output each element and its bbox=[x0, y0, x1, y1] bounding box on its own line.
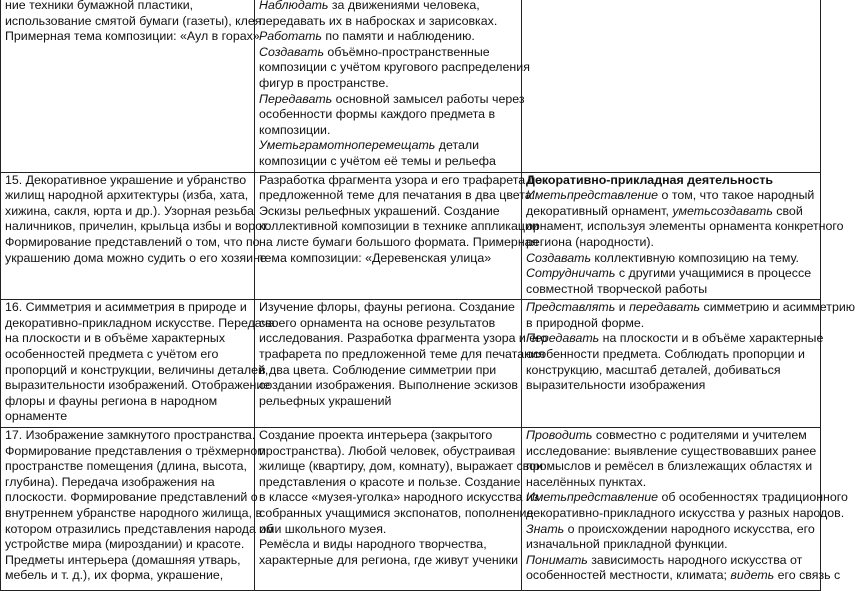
text-segment: декоративно-прикладного искусства у разных народов. bbox=[526, 506, 845, 520]
text-line bbox=[259, 428, 517, 444]
text-segment: Ремёсла и виды народного творчества, bbox=[259, 537, 487, 552]
text-segment: зависимость народного искусства от bbox=[587, 552, 803, 567]
text-line: пространстве помещения (длина, высота, bbox=[5, 459, 247, 474]
text-line: устройстве мира (мироздании) и красоте. bbox=[5, 537, 245, 552]
text-line bbox=[526, 266, 816, 282]
text-line bbox=[526, 378, 816, 394]
text-segment: в два цвета. Соблюдение симметрии при bbox=[259, 362, 497, 377]
text-line bbox=[526, 347, 816, 363]
text-segment: представления о красоте и пользе. Создание bbox=[259, 474, 521, 489]
text-line bbox=[259, 234, 539, 251]
italic-verb: Представлять bbox=[526, 300, 616, 315]
text-segment: с другими учащимися в процессе bbox=[615, 266, 812, 281]
text-line bbox=[526, 537, 816, 553]
table-row bbox=[1, 0, 821, 172]
text-segment: симметрию и асимметрию bbox=[700, 300, 855, 315]
text-line bbox=[526, 300, 855, 316]
text-segment: особенности предмета. Соблюдать пропорции и bbox=[526, 347, 805, 362]
text-segment: композиции с учётом её темы и рельефа bbox=[259, 153, 496, 168]
text-line bbox=[526, 188, 816, 204]
text-segment: коллективной композиции в технике аппликации bbox=[259, 219, 539, 234]
text-line: плоскости. Формирование представлений о bbox=[5, 490, 258, 505]
italic-verb: Передавать bbox=[526, 331, 600, 346]
text-line: декоративно-прикладном искусстве. Передача bbox=[5, 315, 275, 330]
text-segment: создании изображения. Выполнение эскизов bbox=[259, 378, 518, 393]
text-segment: декоративный орнамент, bbox=[526, 203, 673, 218]
text-line bbox=[526, 444, 816, 460]
text-segment: рельефных украшений bbox=[259, 393, 392, 408]
text-segment: композиции с учётом кругового распределения bbox=[259, 60, 530, 75]
text-line: Формирование представлений о том, что по bbox=[5, 234, 260, 249]
table-row bbox=[1, 428, 821, 591]
text-line bbox=[259, 378, 517, 394]
text-line: котором отразились представления народа об bbox=[5, 521, 274, 536]
text-line: хижина, сакля, юрта и др.). Узорная резьба bbox=[5, 203, 254, 218]
text-line bbox=[259, 537, 517, 553]
text-segment: жилище (квартиру, дом, комнату), выражает свои bbox=[259, 459, 543, 474]
text-line: наличников, причелин, крыльца избы и ворот. bbox=[5, 219, 270, 234]
text-line: ние техники бумажной пластики, bbox=[5, 0, 194, 12]
italic-verb: передавать bbox=[629, 300, 701, 315]
text-line bbox=[259, 107, 517, 123]
text-segment: свой bbox=[772, 203, 803, 218]
text-line bbox=[526, 459, 816, 475]
text-line bbox=[259, 300, 517, 316]
text-segment: совместно с родителями и учителем bbox=[592, 428, 807, 443]
text-segment: объёмно-пространственные bbox=[323, 44, 490, 59]
text-line bbox=[259, 138, 517, 154]
text-line: Примерная тема композиции: «Аул в горах» bbox=[5, 29, 260, 44]
text-line: 17. Изображение замкнутого пространства. bbox=[5, 428, 256, 443]
text-segment: тема композиции: «Деревенская улица» bbox=[259, 250, 492, 265]
text-line bbox=[259, 553, 517, 569]
text-segment: композиции. bbox=[259, 122, 331, 137]
text-line bbox=[526, 235, 816, 251]
text-line bbox=[526, 282, 816, 298]
text-line bbox=[259, 172, 543, 189]
text-line: Формирование представления о трёхмерном bbox=[5, 443, 266, 458]
text-segment: Создание проекта интерьера (закрытого bbox=[259, 428, 493, 443]
text-line bbox=[259, 474, 521, 491]
text-line bbox=[526, 490, 848, 506]
text-line bbox=[526, 251, 816, 267]
text-line bbox=[526, 331, 824, 347]
text-segment: совместной творческой работы bbox=[526, 281, 708, 296]
text-line: использование смятой бумаги (газеты), клея. bbox=[5, 13, 265, 28]
text-line: пропорций и конструкции, величины деталей, bbox=[5, 362, 269, 377]
text-segment: передавать их в набросках и зарисовках. bbox=[259, 13, 498, 28]
text-segment: промыслов и ремёсел в близлежащих областях и bbox=[526, 459, 813, 474]
activity-cell bbox=[255, 0, 530, 172]
italic-verb: Иметьпредставление bbox=[526, 490, 659, 505]
text-segment: характерные для региона, где живут ученики bbox=[259, 552, 519, 567]
text-segment: на плоскости и в объёме характерные bbox=[599, 331, 824, 346]
italic-verb: Понимать bbox=[526, 552, 588, 567]
text-line bbox=[259, 91, 525, 108]
italic-verb: Уметьграмотноперемещать bbox=[259, 138, 436, 153]
text-segment: выразительности изображения bbox=[526, 378, 706, 393]
text-segment: в природной форме. bbox=[526, 315, 645, 330]
text-segment: орнамент, используя элементы орнамента конкретного bbox=[526, 219, 844, 234]
italic-verb: Знать bbox=[526, 521, 565, 536]
text-line bbox=[526, 506, 845, 522]
topic-cell bbox=[1, 0, 265, 172]
text-line bbox=[259, 29, 517, 45]
skills-cell bbox=[522, 300, 855, 428]
text-line bbox=[259, 60, 530, 76]
text-segment: региона (народности). bbox=[526, 234, 654, 249]
skills-cell bbox=[522, 172, 844, 300]
text-segment: собранных учащимися экспонатов, пополнение bbox=[259, 506, 534, 520]
text-line: Предметы интерьера (домашняя утварь, bbox=[5, 552, 241, 567]
text-line bbox=[259, 123, 517, 139]
text-line bbox=[259, 45, 517, 61]
italic-verb: уметьсоздавать bbox=[672, 203, 773, 218]
text-line: внутреннем убранстве народного жилища, в bbox=[5, 506, 263, 520]
text-line bbox=[259, 363, 517, 379]
text-segment: конструкцию, масштаб деталей, добиваться bbox=[526, 362, 781, 377]
text-line: особенностей предмета с учётом его bbox=[5, 347, 219, 362]
text-line: жилищ народной архитектуры (изба, хата, bbox=[5, 188, 249, 203]
text-segment: об особенностях традиционного bbox=[658, 490, 848, 505]
text-segment: Изучение флоры, фауны региона. Создание bbox=[259, 300, 515, 315]
italic-verb: Создавать bbox=[259, 44, 324, 59]
text-segment: предложенной теме для печатания в два цвета. bbox=[259, 188, 536, 203]
italic-verb: Сотрудничать bbox=[526, 266, 616, 281]
text-line bbox=[259, 251, 517, 267]
text-line bbox=[526, 522, 816, 538]
text-line bbox=[526, 363, 816, 379]
topic-cell bbox=[1, 300, 275, 428]
text-line bbox=[259, 522, 517, 538]
text-segment: трафарета по предложенной теме для печатания bbox=[259, 347, 545, 362]
text-line bbox=[259, 0, 517, 14]
text-line: флоры и фауны региона в народном bbox=[5, 393, 218, 408]
text-segment: и bbox=[615, 300, 630, 315]
text-segment: его связь с bbox=[774, 568, 841, 583]
text-segment: своего орнамента на основе результатов bbox=[259, 315, 496, 330]
text-line bbox=[259, 76, 517, 92]
activity-cell bbox=[255, 172, 543, 300]
text-segment: исследование: выявление существовавших ранее bbox=[526, 443, 817, 458]
italic-verb: Проводить bbox=[526, 428, 593, 443]
text-segment: изначальной прикладной функции. bbox=[526, 537, 728, 552]
text-segment: основной замысел работы через bbox=[332, 91, 525, 106]
text-line bbox=[526, 204, 816, 220]
text-line bbox=[526, 173, 816, 189]
italic-verb: видеть bbox=[730, 568, 775, 583]
italic-verb: Работать bbox=[259, 29, 322, 44]
text-line bbox=[259, 444, 517, 460]
text-line bbox=[526, 316, 816, 332]
activity-cell bbox=[255, 300, 548, 428]
text-line bbox=[526, 475, 816, 491]
text-line: глубина). Передача изображения на bbox=[5, 474, 215, 489]
text-line: 16. Симметрия и асимметрия в природе и bbox=[5, 300, 247, 315]
text-segment: по памяти и наблюдению. bbox=[321, 29, 475, 44]
text-line bbox=[526, 568, 841, 584]
text-segment: исследования. Разработка фрагмента узора и его bbox=[259, 331, 548, 346]
text-line: 15. Декоративное украшение и убранство bbox=[5, 172, 247, 187]
text-segment: в классе «музея-уголка» народного искусства из bbox=[259, 490, 539, 505]
text-line bbox=[259, 394, 517, 410]
italic-verb: Передавать bbox=[259, 91, 333, 106]
topic-cell bbox=[1, 172, 270, 300]
table-row bbox=[1, 172, 821, 300]
text-segment: ими школьного музея. bbox=[259, 521, 387, 536]
text-line bbox=[259, 347, 545, 363]
text-line bbox=[259, 490, 539, 506]
text-line bbox=[259, 154, 517, 170]
text-line bbox=[259, 316, 517, 332]
text-line bbox=[526, 219, 844, 235]
text-line bbox=[259, 331, 548, 347]
text-line bbox=[259, 459, 543, 475]
italic-verb: Наблюдать bbox=[259, 0, 329, 12]
text-line: выразительности изображений. Отображение bbox=[5, 378, 271, 393]
text-segment: за движениями человека, bbox=[328, 0, 480, 12]
text-segment: особенностей местности, климата; bbox=[526, 568, 731, 583]
text-segment: пространства). Любой человек, обустраивая bbox=[259, 443, 516, 458]
skills-cell bbox=[522, 0, 821, 172]
table-row bbox=[1, 300, 821, 428]
text-segment: населённых пунктах. bbox=[526, 474, 647, 489]
skills-cell bbox=[522, 428, 848, 591]
text-segment: Эскизы рельефных украшений. Создание bbox=[259, 203, 500, 218]
text-segment: фигур в пространстве. bbox=[259, 75, 389, 90]
text-line: мебель и т. д.), их форма, украшение, bbox=[5, 568, 224, 583]
text-line: орнаменте bbox=[5, 409, 68, 424]
text-line bbox=[526, 553, 816, 569]
text-line bbox=[259, 14, 517, 30]
text-line bbox=[259, 188, 536, 204]
text-segment: Разработка фрагмента узора и его трафарета по bbox=[259, 172, 543, 187]
text-segment: о том, что такое народный bbox=[658, 188, 815, 203]
text-segment: детали bbox=[435, 138, 480, 153]
bold-heading: Декоративно-прикладная деятельность bbox=[526, 172, 774, 187]
italic-verb: Иметьпредставление bbox=[526, 188, 659, 203]
text-line bbox=[259, 506, 534, 522]
italic-verb: Создавать bbox=[526, 250, 591, 265]
topic-cell bbox=[1, 428, 274, 591]
text-line: украшению дома можно судить о его хозяине bbox=[5, 250, 267, 265]
text-line: на плоскости и в объёме характерных bbox=[5, 331, 226, 346]
activity-cell bbox=[255, 428, 543, 591]
text-segment: на листе бумаги большого формата. Примерная bbox=[259, 234, 539, 249]
text-segment: о происхождении народного искусства, его bbox=[564, 521, 815, 536]
text-line bbox=[526, 428, 816, 444]
text-line bbox=[259, 219, 539, 235]
text-segment: особенности формы каждого предмета в bbox=[259, 107, 496, 122]
text-line bbox=[259, 204, 517, 220]
text-segment: коллективную композицию на тему. bbox=[590, 250, 799, 265]
